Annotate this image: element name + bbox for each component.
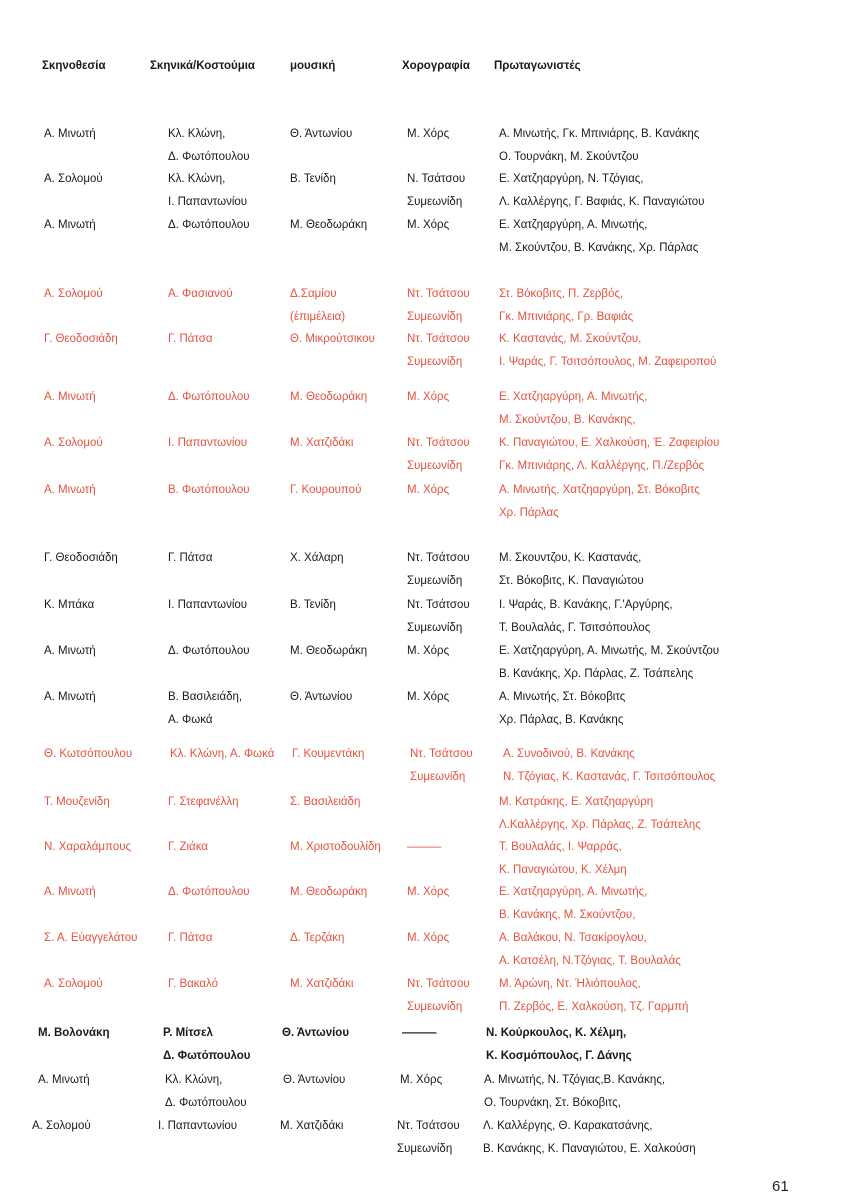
direction-cell: Α. Μινωτή [44, 691, 96, 703]
direction-cell: Ν. Χαραλάμπους [44, 841, 132, 853]
cast-cell: Α. Συνοδινού, Β. Κανάκης Ν. Τζόγιας, Κ. Καστανάς, Γ. Τσιτσόπουλος [503, 748, 716, 783]
sets-costumes-cell: Κλ. Κλώνη, Α. Φωκά [170, 748, 275, 760]
choreography-cell: ——— [407, 841, 442, 853]
sets-costumes-cell: Γ. Στεφανέλλη [168, 796, 239, 808]
header-music: μουσική [290, 60, 336, 72]
choreography-cell: Μ. Χόρς [400, 1074, 443, 1086]
sets-costumes-cell: Ι. Παπαντωνίου [168, 437, 248, 449]
cast-cell: Μ. Άρώνη, Ντ. Ήλιόπουλος, Π. Ζερβός, Ε. Χαλκούση, Τζ. Γαρμπή [499, 978, 689, 1013]
music-cell: Μ. Χατζιδάκι [290, 437, 354, 449]
choreography-cell: Ντ. Τσάτσου Συμεωνίδη [397, 1120, 460, 1155]
sets-costumes-cell: Κλ. Κλώνη, Δ. Φωτόπουλου [165, 1074, 247, 1109]
cast-cell: Α. Βαλάκου, Ν. Τσακίρογλου, Α. Κατσέλη, Ν.Τζόγιας, Τ. Βουλαλάς [499, 932, 681, 967]
music-cell: Θ. Μικρούτσικου [290, 333, 375, 345]
cast-cell: Κ. Παναγιώτου, Ε. Χαλκούση, Έ. Ζαφειρίου Γκ. Μπινιάρης, Λ. Καλλέργης, Π./Ζερβός [499, 437, 720, 472]
page-number: 61 [772, 1178, 789, 1195]
choreography-cell: Ντ. Τσάτσου Συμεωνίδη [407, 333, 470, 368]
choreography-cell: Μ. Χόρς [407, 219, 450, 231]
direction-cell: Σ. Α. Εύαγγελάτου [44, 932, 138, 944]
choreography-cell: Ντ. Τσάτσου Συμεωνίδη [410, 748, 473, 783]
sets-costumes-cell: Δ. Φωτόπουλου [168, 391, 250, 403]
music-cell: Θ. Άντωνίου [290, 691, 353, 703]
cast-cell: Ε. Χατζηαργύρη, Α. Μινωτής, Μ. Σκούντζου, Β. Κανάκης, Χρ. Πάρλας [499, 219, 699, 254]
cast-cell: Κ. Καστανάς, Μ. Σκούντζου, Ι. Ψαράς, Γ. Τσιτσόπουλος, Μ. Ζαφειροπού [499, 333, 717, 368]
direction-cell: Τ. Μουζενίδη [44, 796, 110, 808]
cast-cell: Α. Μινωτής, Στ. Βόκοβιτς Χρ. Πάρλας, Β. Κανάκης [499, 691, 626, 726]
sets-costumes-cell: Ι. Παπαντωνίου [158, 1120, 238, 1132]
music-cell: Μ. Θεοδωράκη [290, 391, 368, 403]
cast-cell: Τ. Βουλαλάς, Ι. Ψαρράς, Κ. Παναγιώτου, Κ. Χέλμη [499, 841, 627, 876]
direction-cell: Α. Σολομού [32, 1120, 91, 1132]
choreography-cell: Ν. Τσάτσου Συμεωνίδη [407, 173, 466, 208]
choreography-cell: Μ. Χόρς [407, 391, 450, 403]
cast-cell: Στ. Βόκοβιτς, Π. Ζερβός, Γκ. Μπινιάρης, Γρ. Βαφιάς [499, 288, 634, 323]
music-cell: Μ. Θεοδωράκη [290, 219, 368, 231]
sets-costumes-cell: Γ. Πάτσα [168, 552, 213, 564]
music-cell: Μ. Θεοδωράκη [290, 645, 368, 657]
header-choreography: Χορογραφία [402, 60, 470, 72]
music-cell: Θ. Άντωνίου [283, 1074, 346, 1086]
music-cell: Β. Τενίδη [290, 599, 336, 611]
music-cell: Μ. Θεοδωράκη [290, 886, 368, 898]
cast-cell: Ν. Κούρκουλος, Κ. Χέλμη, Κ. Κοσμόπουλος, Γ. Δάνης [486, 1027, 632, 1062]
sets-costumes-cell: Δ. Φωτόπουλου [168, 645, 250, 657]
music-cell: Δ. Τερζάκη [290, 932, 345, 944]
cast-cell: Μ. Κατράκης, Ε. Χατζηαργύρη Λ.Καλλέργης, Χρ. Πάρλας, Ζ. Τσάπελης [499, 796, 701, 831]
cast-cell: Α. Μινωτής, Ν. Τζόγιας,Β. Κανάκης, Ο. Τουρνάκη, Στ. Βόκοβιτς, [484, 1074, 666, 1109]
cast-cell: Μ. Σκουντζου, Κ. Καστανάς, Στ. Βόκοβιτς, Κ. Παναγιώτου [499, 552, 644, 587]
cast-cell: Ε. Χατζηαργύρη, Α. Μινωτής, Β. Κανάκης, Μ. Σκούντζου, [499, 886, 648, 921]
sets-costumes-cell: Γ. Ζιάκα [168, 841, 208, 853]
music-cell: Θ. Άντωνίου [290, 128, 353, 140]
music-cell: Χ. Χάλαρη [290, 552, 344, 564]
choreography-cell: Μ. Χόρς [407, 691, 450, 703]
sets-costumes-cell: Κλ. Κλώνη, Ι. Παπαντωνίου [168, 173, 248, 208]
music-cell: Μ. Χριστοδουλίδη [290, 841, 381, 853]
choreography-cell: Μ. Χόρς [407, 886, 450, 898]
direction-cell: Α. Μινωτή [44, 219, 96, 231]
music-cell: Β. Τενίδη [290, 173, 336, 185]
direction-cell: Α. Μινωτή [44, 886, 96, 898]
music-cell: Θ. Άντωνίου [282, 1027, 350, 1039]
sets-costumes-cell: Α. Φασιανού [168, 288, 233, 300]
cast-cell: Ι. Ψαράς, Β. Κανάκης, Γ.'Αργύρης, Τ. Βουλαλάς, Γ. Τσιτσόπουλος [499, 599, 673, 634]
direction-cell: Κ. Μπάκα [44, 599, 95, 611]
music-cell: Γ. Κουμεντάκη [292, 748, 365, 760]
cast-cell: Λ. Καλλέργης, Θ. Καρακατσάνης, Β. Κανάκης, Κ. Παναγιώτου, Ε. Χαλκούση [483, 1120, 696, 1155]
choreography-cell: Ντ. Τσάτσου Συμεωνίδη [407, 288, 470, 323]
music-cell: Γ. Κουρουπού [290, 484, 362, 496]
choreography-cell: Ντ. Τσάτσου Συμεωνίδη [407, 552, 470, 587]
sets-costumes-cell: Γ. Βακαλό [168, 978, 219, 990]
choreography-cell: ——— [402, 1027, 437, 1039]
cast-cell: Ε. Χατζηαργύρη, Α. Μινωτής, Μ. Σκούντζου Β. Κανάκης, Χρ. Πάρλας, Ζ. Τσάπελης [499, 645, 720, 680]
header-cast: Πρωταγωνιστές [494, 60, 581, 72]
direction-cell: Θ. Κωτσόπουλου [44, 748, 133, 760]
sets-costumes-cell: Κλ. Κλώνη, Δ. Φωτόπουλου [168, 128, 250, 163]
choreography-cell: Ντ. Τσάτσου Συμεωνίδη [407, 437, 470, 472]
direction-cell: Γ. Θεοδοσιάδη [44, 552, 118, 564]
sets-costumes-cell: Γ. Πάτσα [168, 333, 213, 345]
direction-cell: Α. Μινωτή [44, 391, 96, 403]
direction-cell: Α. Μινωτή [44, 484, 96, 496]
sets-costumes-cell: Γ. Πάτσα [168, 932, 213, 944]
cast-cell: Α. Μινωτής, Γκ. Μπινιάρης, Β. Κανάκης Ο. Τουρνάκη, Μ. Σκούντζου [499, 128, 700, 163]
choreography-cell: Μ. Χόρς [407, 932, 450, 944]
direction-cell: Γ. Θεοδοσιάδη [44, 333, 118, 345]
direction-cell: Α. Σολομού [44, 173, 103, 185]
direction-cell: Α. Μινωτή [44, 128, 96, 140]
choreography-cell: Ντ. Τσάτσου Συμεωνίδη [407, 599, 470, 634]
direction-cell: Μ. Βολονάκη [38, 1027, 110, 1039]
cast-cell: Α. Μινωτής, Χατζηαργύρη, Στ. Βόκοβιτς Χρ. Πάρλας [499, 484, 700, 519]
music-cell: Μ. Χατζιδάκι [290, 978, 354, 990]
sets-costumes-cell: Δ. Φωτόπουλου [168, 886, 250, 898]
header-direction: Σκηνοθεσία [42, 60, 106, 72]
music-cell: Σ. Βασιλειάδη [290, 796, 361, 808]
direction-cell: Α. Μινωτή [44, 645, 96, 657]
sets-costumes-cell: Β. Φωτόπουλου [168, 484, 250, 496]
music-cell: Δ.Σαμίου (έπιμέλεια) [290, 288, 346, 323]
direction-cell: Α. Μινωτή [38, 1074, 90, 1086]
sets-costumes-cell: Β. Βασιλειάδη, Α. Φωκά [168, 691, 243, 726]
music-cell: Μ. Χατζιδάκι [280, 1120, 344, 1132]
cast-cell: Ε. Χατζηαργύρη, Α. Μινωτής, Μ. Σκούντζου, Β. Κανάκης, [499, 391, 648, 426]
sets-costumes-cell: Δ. Φωτόπουλου [168, 219, 250, 231]
direction-cell: Α. Σολομού [44, 288, 103, 300]
sets-costumes-cell: Ρ. Μίτσελ Δ. Φωτόπουλου [163, 1027, 251, 1062]
header-sets-costumes: Σκηνικά/Κοστούμια [150, 60, 255, 72]
choreography-cell: Μ. Χόρς [407, 484, 450, 496]
choreography-cell: Μ. Χόρς [407, 645, 450, 657]
direction-cell: Α. Σολομού [44, 978, 103, 990]
cast-cell: Ε. Χατζηαργύρη, Ν. Τζόγιας, Λ. Καλλέργης, Γ. Βαφιάς, Κ. Παναγιώτου [499, 173, 705, 208]
direction-cell: Α. Σολομού [44, 437, 103, 449]
sets-costumes-cell: Ι. Παπαντωνίου [168, 599, 248, 611]
choreography-cell: Μ. Χόρς [407, 128, 450, 140]
choreography-cell: Ντ. Τσάτσου Συμεωνίδη [407, 978, 470, 1013]
